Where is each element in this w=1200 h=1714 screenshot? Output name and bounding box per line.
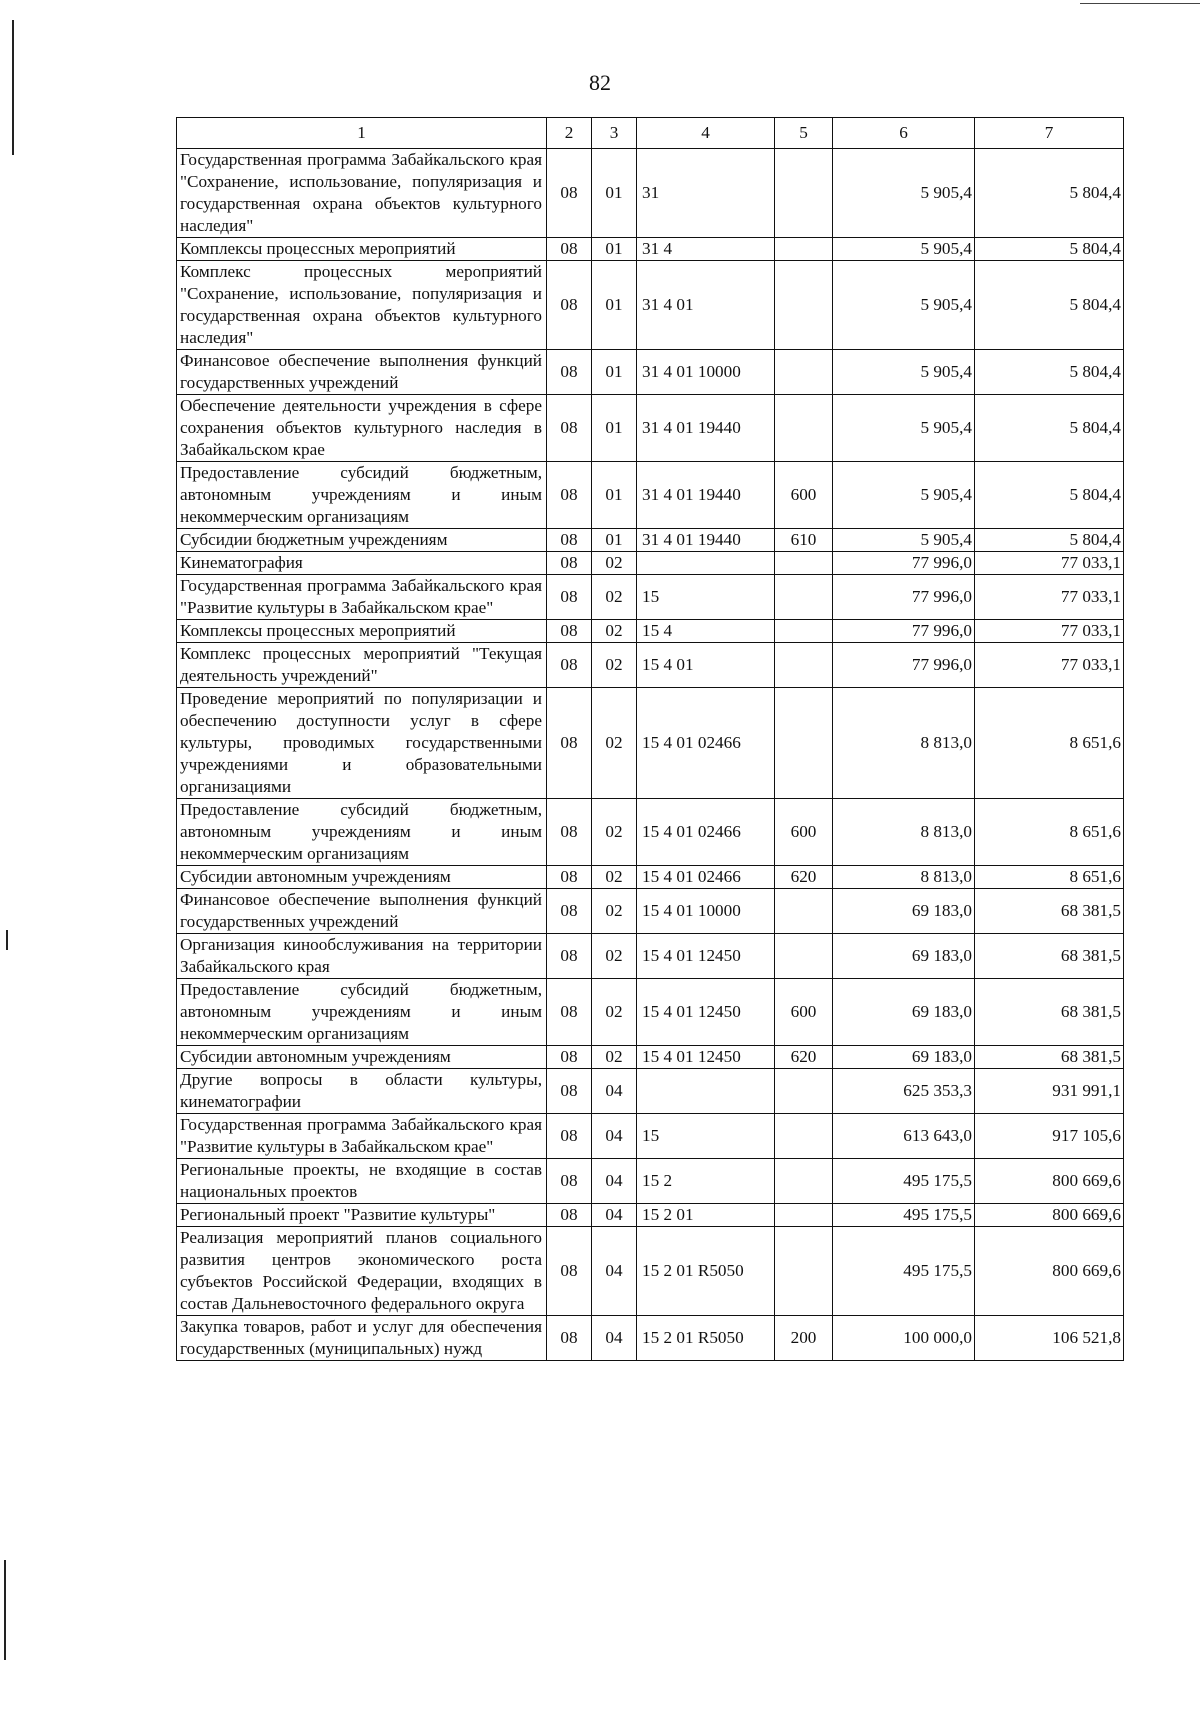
section-code-cell: 08	[547, 238, 592, 261]
table-row	[177, 1204, 1124, 1227]
target-article-cell: 31	[637, 149, 775, 238]
amount-year1-cell: 495 175,5	[833, 1227, 975, 1316]
item-name-cell: Комплексы процессных мероприятий	[177, 620, 547, 643]
expense-type-cell: 600	[775, 799, 833, 866]
amount-year1-cell: 77 996,0	[833, 620, 975, 643]
item-name-cell: Кинематография	[177, 552, 547, 575]
amount-year2-cell: 5 804,4	[975, 462, 1124, 529]
target-article-cell: 15	[637, 575, 775, 620]
scan-margin-mark	[6, 930, 8, 950]
table-row	[177, 688, 1124, 799]
amount-year1-cell: 625 353,3	[833, 1069, 975, 1114]
expense-type-cell	[775, 688, 833, 799]
table-row	[177, 350, 1124, 395]
target-article-cell: 31 4 01 19440	[637, 395, 775, 462]
amount-year1-cell: 5 905,4	[833, 261, 975, 350]
amount-year1-cell: 100 000,0	[833, 1316, 975, 1361]
amount-year1-cell: 495 175,5	[833, 1204, 975, 1227]
amount-year1-cell: 77 996,0	[833, 552, 975, 575]
subsection-code-cell: 02	[592, 934, 637, 979]
target-article-cell: 31 4	[637, 238, 775, 261]
expense-type-cell	[775, 1114, 833, 1159]
subsection-code-cell: 04	[592, 1204, 637, 1227]
subsection-code-cell: 01	[592, 529, 637, 552]
amount-year2-cell: 5 804,4	[975, 529, 1124, 552]
scan-margin-mark	[4, 1560, 6, 1660]
item-name-cell: Государственная программа Забайкальского края "Развитие культуры в Забайкальском крае"	[177, 575, 547, 620]
amount-year1-cell: 69 183,0	[833, 979, 975, 1046]
subsection-code-cell: 02	[592, 979, 637, 1046]
amount-year1-cell: 613 643,0	[833, 1114, 975, 1159]
header-cell: 2	[547, 118, 592, 149]
section-code-cell: 08	[547, 1227, 592, 1316]
table-row	[177, 1114, 1124, 1159]
section-code-cell: 08	[547, 529, 592, 552]
item-name-cell: Организация кинообслуживания на территории Забайкальского края	[177, 934, 547, 979]
item-name-cell: Реализация мероприятий планов социального развития центров экономического роста субъектов Российской Федерации, входящих в состав Дальневосточного федерального округа	[177, 1227, 547, 1316]
expense-type-cell	[775, 1159, 833, 1204]
item-name-cell: Предоставление субсидий бюджетным, автономным учреждениям и иным некоммерческим организациям	[177, 462, 547, 529]
header-cell: 3	[592, 118, 637, 149]
table-row	[177, 1046, 1124, 1069]
section-code-cell: 08	[547, 1204, 592, 1227]
target-article-cell: 15 4	[637, 620, 775, 643]
target-article-cell: 15 4 01	[637, 643, 775, 688]
item-name-cell: Комплекс процессных мероприятий "Сохранение, использование, популяризация и государственная охрана объектов культурного наследия"	[177, 261, 547, 350]
amount-year2-cell: 800 669,6	[975, 1227, 1124, 1316]
subsection-code-cell: 02	[592, 643, 637, 688]
table-row	[177, 575, 1124, 620]
table-row	[177, 1316, 1124, 1361]
target-article-cell: 31 4 01 19440	[637, 462, 775, 529]
header-cell: 5	[775, 118, 833, 149]
budget-table-body	[177, 118, 1124, 1361]
item-name-cell: Закупка товаров, работ и услуг для обеспечения государственных (муниципальных) нужд	[177, 1316, 547, 1361]
section-code-cell: 08	[547, 1159, 592, 1204]
table-row	[177, 1159, 1124, 1204]
amount-year1-cell: 5 905,4	[833, 238, 975, 261]
item-name-cell: Государственная программа Забайкальского края "Сохранение, использование, популяризация и государственная охрана объектов культурного наследия"	[177, 149, 547, 238]
item-name-cell: Другие вопросы в области культуры, кинематографии	[177, 1069, 547, 1114]
section-code-cell: 08	[547, 889, 592, 934]
target-article-cell: 15 2 01 R5050	[637, 1316, 775, 1361]
expense-type-cell: 600	[775, 462, 833, 529]
section-code-cell: 08	[547, 395, 592, 462]
target-article-cell: 31 4 01 10000	[637, 350, 775, 395]
amount-year2-cell: 8 651,6	[975, 866, 1124, 889]
subsection-code-cell: 01	[592, 238, 637, 261]
section-code-cell: 08	[547, 261, 592, 350]
table-row	[177, 529, 1124, 552]
header-cell: 4	[637, 118, 775, 149]
header-cell: 7	[975, 118, 1124, 149]
section-code-cell: 08	[547, 1316, 592, 1361]
expense-type-cell	[775, 1227, 833, 1316]
amount-year1-cell: 77 996,0	[833, 643, 975, 688]
table-row	[177, 799, 1124, 866]
item-name-cell: Предоставление субсидий бюджетным, автономным учреждениям и иным некоммерческим организациям	[177, 799, 547, 866]
scan-edge-line	[1080, 3, 1200, 4]
table-row	[177, 889, 1124, 934]
target-article-cell: 15	[637, 1114, 775, 1159]
expense-type-cell	[775, 350, 833, 395]
amount-year1-cell: 5 905,4	[833, 395, 975, 462]
subsection-code-cell: 01	[592, 350, 637, 395]
item-name-cell: Субсидии автономным учреждениям	[177, 1046, 547, 1069]
target-article-cell: 15 4 01 12450	[637, 979, 775, 1046]
amount-year1-cell: 5 905,4	[833, 149, 975, 238]
target-article-cell: 15 2 01	[637, 1204, 775, 1227]
table-row	[177, 462, 1124, 529]
section-code-cell: 08	[547, 350, 592, 395]
expense-type-cell: 200	[775, 1316, 833, 1361]
subsection-code-cell: 02	[592, 575, 637, 620]
amount-year1-cell: 8 813,0	[833, 866, 975, 889]
amount-year2-cell: 5 804,4	[975, 350, 1124, 395]
table-header-row	[177, 118, 1124, 149]
amount-year2-cell: 5 804,4	[975, 238, 1124, 261]
subsection-code-cell: 04	[592, 1159, 637, 1204]
section-code-cell: 08	[547, 643, 592, 688]
amount-year1-cell: 8 813,0	[833, 688, 975, 799]
table-row	[177, 552, 1124, 575]
section-code-cell: 08	[547, 552, 592, 575]
target-article-cell: 15 2 01 R5050	[637, 1227, 775, 1316]
item-name-cell: Региональный проект "Развитие культуры"	[177, 1204, 547, 1227]
target-article-cell: 31 4 01 19440	[637, 529, 775, 552]
target-article-cell	[637, 1069, 775, 1114]
section-code-cell: 08	[547, 575, 592, 620]
section-code-cell: 08	[547, 799, 592, 866]
table-row	[177, 643, 1124, 688]
subsection-code-cell: 04	[592, 1227, 637, 1316]
target-article-cell: 15 4 01 12450	[637, 934, 775, 979]
section-code-cell: 08	[547, 688, 592, 799]
expense-type-cell	[775, 1069, 833, 1114]
target-article-cell: 15 4 01 12450	[637, 1046, 775, 1069]
expense-type-cell	[775, 149, 833, 238]
subsection-code-cell: 02	[592, 688, 637, 799]
item-name-cell: Финансовое обеспечение выполнения функций государственных учреждений	[177, 889, 547, 934]
amount-year1-cell: 69 183,0	[833, 889, 975, 934]
amount-year2-cell: 931 991,1	[975, 1069, 1124, 1114]
page-number: 82	[589, 70, 611, 95]
amount-year2-cell: 5 804,4	[975, 261, 1124, 350]
item-name-cell: Финансовое обеспечение выполнения функций государственных учреждений	[177, 350, 547, 395]
amount-year1-cell: 5 905,4	[833, 529, 975, 552]
table-row	[177, 261, 1124, 350]
target-article-cell: 15 2	[637, 1159, 775, 1204]
section-code-cell: 08	[547, 462, 592, 529]
amount-year1-cell: 8 813,0	[833, 799, 975, 866]
target-article-cell: 15 4 01 02466	[637, 866, 775, 889]
amount-year1-cell: 69 183,0	[833, 1046, 975, 1069]
amount-year2-cell: 8 651,6	[975, 799, 1124, 866]
amount-year2-cell: 917 105,6	[975, 1114, 1124, 1159]
subsection-code-cell: 02	[592, 889, 637, 934]
section-code-cell: 08	[547, 979, 592, 1046]
subsection-code-cell: 02	[592, 620, 637, 643]
expense-type-cell	[775, 620, 833, 643]
subsection-code-cell: 04	[592, 1069, 637, 1114]
amount-year1-cell: 69 183,0	[833, 934, 975, 979]
amount-year1-cell: 495 175,5	[833, 1159, 975, 1204]
amount-year2-cell: 800 669,6	[975, 1159, 1124, 1204]
subsection-code-cell: 01	[592, 149, 637, 238]
amount-year2-cell: 68 381,5	[975, 979, 1124, 1046]
amount-year2-cell: 77 033,1	[975, 643, 1124, 688]
subsection-code-cell: 02	[592, 866, 637, 889]
section-code-cell: 08	[547, 1114, 592, 1159]
amount-year2-cell: 68 381,5	[975, 934, 1124, 979]
subsection-code-cell: 01	[592, 261, 637, 350]
header-cell: 1	[177, 118, 547, 149]
expense-type-cell	[775, 261, 833, 350]
amount-year2-cell: 5 804,4	[975, 149, 1124, 238]
target-article-cell	[637, 552, 775, 575]
expense-type-cell	[775, 643, 833, 688]
item-name-cell: Субсидии бюджетным учреждениям	[177, 529, 547, 552]
amount-year1-cell: 77 996,0	[833, 575, 975, 620]
table-row	[177, 395, 1124, 462]
target-article-cell: 15 4 01 10000	[637, 889, 775, 934]
expense-type-cell	[775, 238, 833, 261]
expense-type-cell	[775, 552, 833, 575]
subsection-code-cell: 02	[592, 799, 637, 866]
table-row	[177, 1227, 1124, 1316]
subsection-code-cell: 02	[592, 1046, 637, 1069]
table-row	[177, 238, 1124, 261]
subsection-code-cell: 04	[592, 1316, 637, 1361]
item-name-cell: Проведение мероприятий по популяризации и обеспечению доступности услуг в сфере культуры, проводимых государственными учреждениями и образовательными организациями	[177, 688, 547, 799]
expense-type-cell: 620	[775, 866, 833, 889]
table-row	[177, 866, 1124, 889]
section-code-cell: 08	[547, 1046, 592, 1069]
table-row	[177, 934, 1124, 979]
amount-year2-cell: 68 381,5	[975, 1046, 1124, 1069]
amount-year2-cell: 77 033,1	[975, 552, 1124, 575]
amount-year2-cell: 77 033,1	[975, 575, 1124, 620]
table-row	[177, 620, 1124, 643]
target-article-cell: 15 4 01 02466	[637, 688, 775, 799]
amount-year1-cell: 5 905,4	[833, 350, 975, 395]
item-name-cell: Комплексы процессных мероприятий	[177, 238, 547, 261]
amount-year2-cell: 5 804,4	[975, 395, 1124, 462]
expense-type-cell	[775, 1204, 833, 1227]
table-row	[177, 1069, 1124, 1114]
table-row	[177, 149, 1124, 238]
amount-year2-cell: 106 521,8	[975, 1316, 1124, 1361]
expense-type-cell: 620	[775, 1046, 833, 1069]
item-name-cell: Государственная программа Забайкальского края "Развитие культуры в Забайкальском крае"	[177, 1114, 547, 1159]
amount-year1-cell: 5 905,4	[833, 462, 975, 529]
target-article-cell: 15 4 01 02466	[637, 799, 775, 866]
expense-type-cell	[775, 575, 833, 620]
expense-type-cell	[775, 934, 833, 979]
item-name-cell: Субсидии автономным учреждениям	[177, 866, 547, 889]
target-article-cell: 31 4 01	[637, 261, 775, 350]
item-name-cell: Региональные проекты, не входящие в состав национальных проектов	[177, 1159, 547, 1204]
section-code-cell: 08	[547, 866, 592, 889]
budget-table	[176, 117, 1124, 1361]
table-row	[177, 979, 1124, 1046]
amount-year2-cell: 8 651,6	[975, 688, 1124, 799]
item-name-cell: Комплекс процессных мероприятий "Текущая деятельность учреждений"	[177, 643, 547, 688]
item-name-cell: Предоставление субсидий бюджетным, автономным учреждениям и иным некоммерческим организациям	[177, 979, 547, 1046]
amount-year2-cell: 68 381,5	[975, 889, 1124, 934]
subsection-code-cell: 01	[592, 462, 637, 529]
section-code-cell: 08	[547, 149, 592, 238]
section-code-cell: 08	[547, 934, 592, 979]
section-code-cell: 08	[547, 1069, 592, 1114]
expense-type-cell	[775, 395, 833, 462]
amount-year2-cell: 800 669,6	[975, 1204, 1124, 1227]
subsection-code-cell: 04	[592, 1114, 637, 1159]
amount-year2-cell: 77 033,1	[975, 620, 1124, 643]
expense-type-cell	[775, 889, 833, 934]
header-cell: 6	[833, 118, 975, 149]
subsection-code-cell: 01	[592, 395, 637, 462]
section-code-cell: 08	[547, 620, 592, 643]
subsection-code-cell: 02	[592, 552, 637, 575]
item-name-cell: Обеспечение деятельности учреждения в сфере сохранения объектов культурного наследия в Забайкальском крае	[177, 395, 547, 462]
expense-type-cell: 610	[775, 529, 833, 552]
expense-type-cell: 600	[775, 979, 833, 1046]
